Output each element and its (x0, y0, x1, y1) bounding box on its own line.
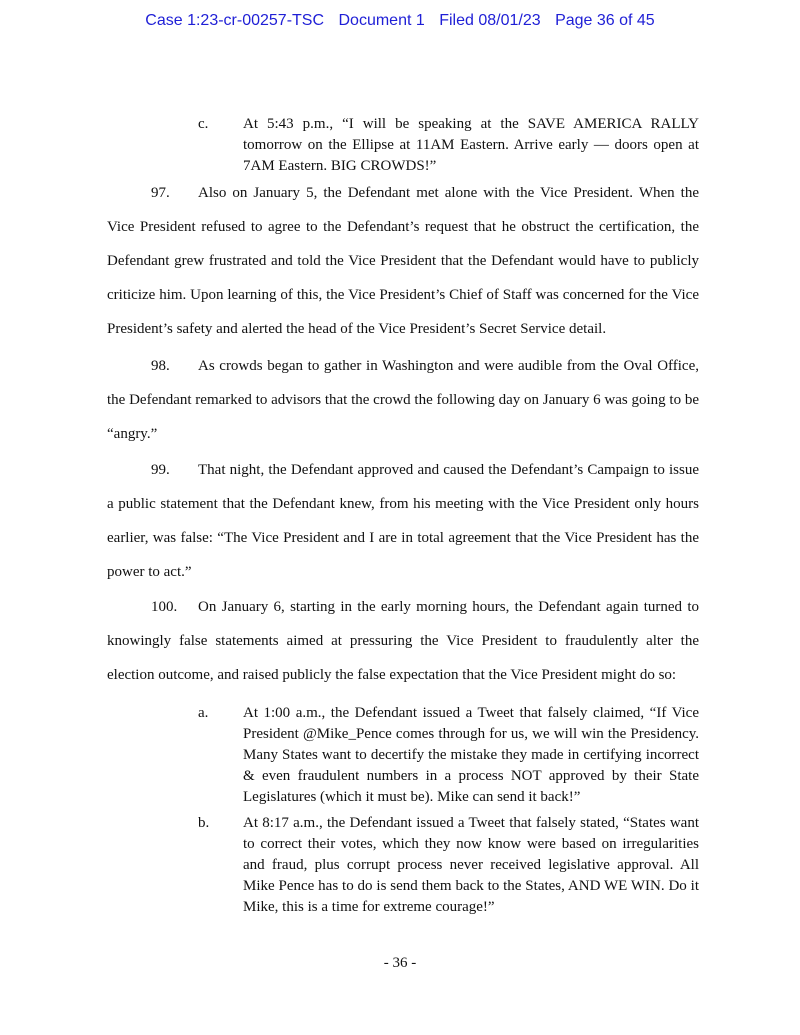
sub-item-text: At 8:17 a.m., the Defendant issued a Tweet that falsely stated, “States want to correct their votes, which they now know were based on irregularities and fraud, plus corrupt process never received legislative approval. All Mike Pence has to do is send them back to the States, AND WE WIN. Do it Mike, this is a time for extreme courage!” (243, 815, 699, 915)
paragraph-text: On January 6, starting in the early morning hours, the Defendant again turned to knowingly false statements aimed at pressuring the Vice President to fraudulently alter the election outcome, and raised publicly the false expectation that the Vice President might do so: (107, 599, 699, 683)
paragraph (107, 349, 699, 451)
sub-item-letter: b. (198, 815, 210, 831)
paragraph-number: 97. (151, 185, 170, 201)
paragraph (107, 176, 699, 346)
paragraph-number: 99. (151, 462, 170, 478)
sub-item-letter: c. (198, 116, 209, 132)
case-header (0, 12, 800, 30)
page-indicator: Page 36 of 45 (555, 12, 655, 29)
paragraph-text: As crowds began to gather in Washington and were audible from the Oval Office, the Defendant remarked to advisors that the crowd the following day on January 6 was going to be “angry.” (107, 358, 699, 442)
paragraph-number: 98. (151, 358, 170, 374)
case-number: Case 1:23-cr-00257-TSC (145, 12, 325, 29)
paragraph-text: That night, the Defendant approved and caused the Defendant’s Campaign to issue a public statement that the Defendant knew, from his meeting with the Vice President only hours earlier, was false: “The Vice President and I are in total agreement that the Vice President has the power to act.” (107, 462, 699, 580)
document-number: Document 1 (338, 12, 425, 29)
page-number: - 36 - (383, 955, 417, 971)
paragraph-text: Also on January 5, the Defendant met alone with the Vice President. When the Vice President refused to agree to the Defendant’s request that he obstruct the certification, the Defendant grew frustrated and told the Vice President that the Defendant would have to publicly criticize him. Upon learning of this, the Vice President’s Chief of Staff was concerned for the Vice President’s safety and alerted the head of the Vice President’s Secret Service detail. (107, 185, 699, 337)
sub-item-text: At 1:00 a.m., the Defendant issued a Tweet that falsely claimed, “If Vice President @Mike_Pence comes through for us, we will win the Presidency. Many States want to decertify the mistake they made in certifying incorrect & even fraudulent numbers in a process NOT approved by their State Legislatures (which it must be). Mike can send it back!” (243, 705, 699, 805)
sub-item-text: At 5:43 p.m., “I will be speaking at the SAVE AMERICA RALLY tomorrow on the Ellipse at 11AM Eastern. Arrive early — doors open at 7AM Eastern. BIG CROWDS!” (243, 116, 699, 174)
paragraph (107, 453, 699, 589)
filed-date: Filed 08/01/23 (439, 12, 541, 29)
sub-item-letter: a. (198, 705, 209, 721)
paragraph-number: 100. (151, 599, 178, 615)
paragraph (107, 590, 699, 692)
